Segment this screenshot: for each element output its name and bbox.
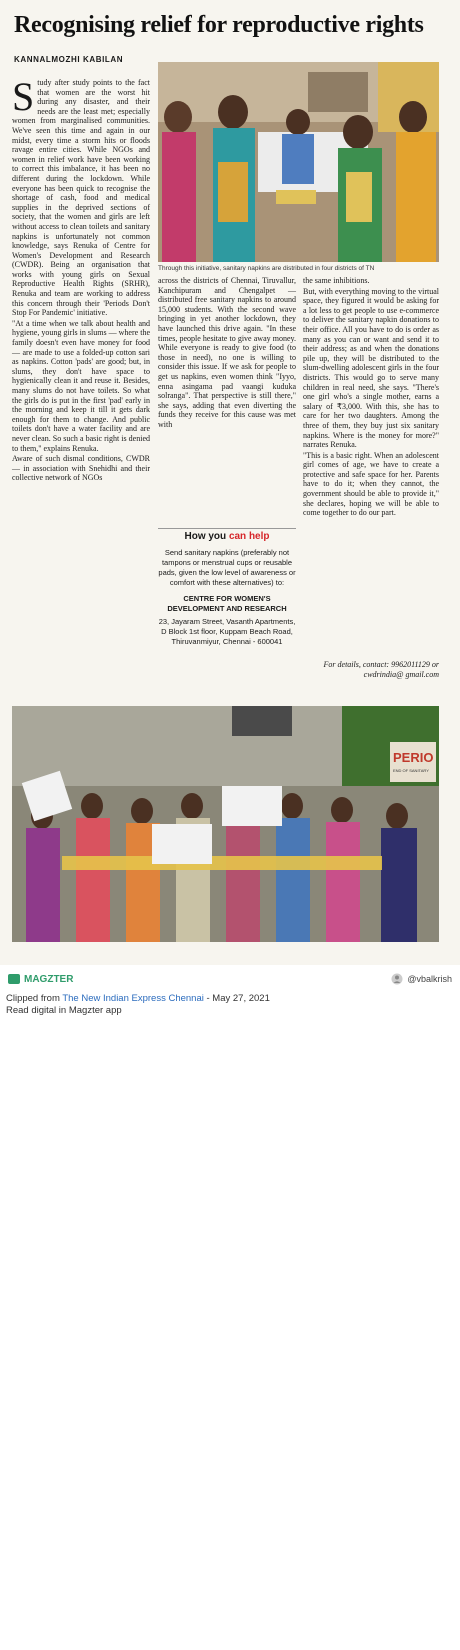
help-box-title: How you can help	[184, 531, 270, 542]
article-column-2	[158, 276, 296, 522]
help-box-text: Send sanitary napkins (preferably not tampons or menstrual cups or reusable pads, given the low level of awareness or comfort with these alternatives) to:	[158, 548, 296, 587]
magzter-brand-label: MAGZTER	[24, 973, 74, 985]
publication-link[interactable]: The New Indian Express Chennai	[62, 993, 204, 1004]
article-paragraph: across the districts of Chennai, Tiruvallur, Kanchipuram and Chengalpet — distributed free sanitary napkins to around 15,000 students. With the second wave bringing in yet another lockdown, they have launched this drive again. "In these times, people hesitate to give away money. While everyone is ready to give food (to those in need), no one is willing to consider this issue. If we ask for people to get us napkins, even women think "Iyyo, enna asingama pad vaangi kuduka solranga". That perspective is still there," she says, adding that even diverting the funds they receive for this cause was met with	[158, 276, 296, 429]
help-box-organisation: CENTRE FOR WOMEN'S DEVELOPMENT AND RESEARCH	[167, 594, 287, 613]
magzter-logo-icon	[8, 974, 20, 984]
help-box-address: 23, Jayaram Street, Vasanth Apartments, D Block 1st floor, Kuppam Beach Road, Thiruvanmiyur, Chennai - 600041	[158, 617, 296, 646]
user-handle-label: @vbalkrish	[407, 974, 452, 984]
article-paragraph: Aware of such dismal conditions, CWDR — in association with Snehidhi and their collective network of NGOs	[12, 454, 150, 483]
banner-subtext: END OF SANITARY	[393, 768, 429, 773]
user-handle[interactable]	[391, 973, 452, 985]
article-paragraph: the same inhibitions.	[303, 276, 370, 285]
user-avatar-icon	[391, 973, 403, 985]
article-paragraph: "At a time when we talk about health and hygiene, young girls in slums — where the family doesn't even have money for food — are made to use a folded-up cotton sari as napkins. Cotton 'pads' are good; but, in slums, they don't have space to hygienically clean it and reuse it. Besides, many slums do not have toilets. So what the girls do is put in the first 'pad' early in the morning and keep it till it gets dark enough for them to change. And public toilets don't have a water facility and are never clean. So such a basic right is denied to them," explains Renuka.	[12, 318, 150, 453]
contact-details: For details, contact: 9962011129 or cwdrindia@ gmail.com	[323, 660, 439, 679]
article-byline: KANNALMOZHI KABILAN	[14, 55, 124, 64]
drop-cap: S	[12, 74, 35, 119]
clip-source: Clipped from The New Indian Express Chennai - May 27, 2021 Read digital in Magzter app	[6, 993, 270, 1016]
article-headline: Recognising relief for reproductive rights	[14, 12, 424, 38]
article-column-1	[12, 74, 150, 688]
magzter-brand[interactable]	[8, 974, 73, 985]
group-photo-image	[12, 706, 439, 942]
photo-caption: Through this initiative, sanitary napkins are distributed in four districts of TN	[158, 265, 375, 272]
article-column-3	[303, 276, 439, 686]
banner-text: PERIO	[393, 750, 434, 765]
read-digital-line: Read digital in Magzter app	[6, 1005, 122, 1016]
article-paragraph: "This is a basic right. When an adolescent girl comes of age, we have to create a protective and safe space for her. Parents have to do it; when they cannot, the government should be able to provide it," she declares, hoping we will be able to come together to do our part.	[303, 450, 439, 518]
magzter-watermark: MAGZTER	[262, 1624, 385, 1649]
clip-footer-bar	[0, 968, 460, 990]
women-distributing-napkins-image	[158, 62, 439, 262]
how-you-can-help-box	[158, 528, 296, 684]
article-paragraph: Study after study points to the fact that women are the worst hit during any disaster, and their needs are the least met; especially women from marginalised communities. We've seen this time and again in our midst, every time a storm hits or floods ravage entire cities. While NGOs and women in relief work have been working to correct this imbalance, it has been no different during the lockdown. While everyone has been quick to recognise the shortage of cash, food and medical supplies in the deprived sections of society, that the women and girls are left without access to clean toilets and sanitary napkins is unfortunately not common knowledge, says Renuka of Centre for Women's Development and Research (CWDR). Being an organisation that works with young girls on Sexual Reproductive Health Rights (SRHR), Renuka and team are working to address this concern through their 'Periods Don't Stop For Pandemic' initiative.	[12, 74, 150, 318]
article-paragraph: But, with everything moving to the virtual space, they figured it would be asking for a lot less to get people to use e-commerce to deliver the sanitary napkin donations to their office. All you have to do is order as many as you can or want and send it to their address; as and when the donations pile up, they will be distributed to the slum-dwelling adolescent girls in the four districts. This would go to serve many children in real need, she says. "There's one girl who's a single mother, earns a salary of ₹3,000. With this, she has to care for her two daughters. Among the three of them, they buy just six sanitary napkins. Where is the money for more?" narrates Renuka.	[303, 286, 439, 450]
top-photo	[158, 62, 439, 262]
